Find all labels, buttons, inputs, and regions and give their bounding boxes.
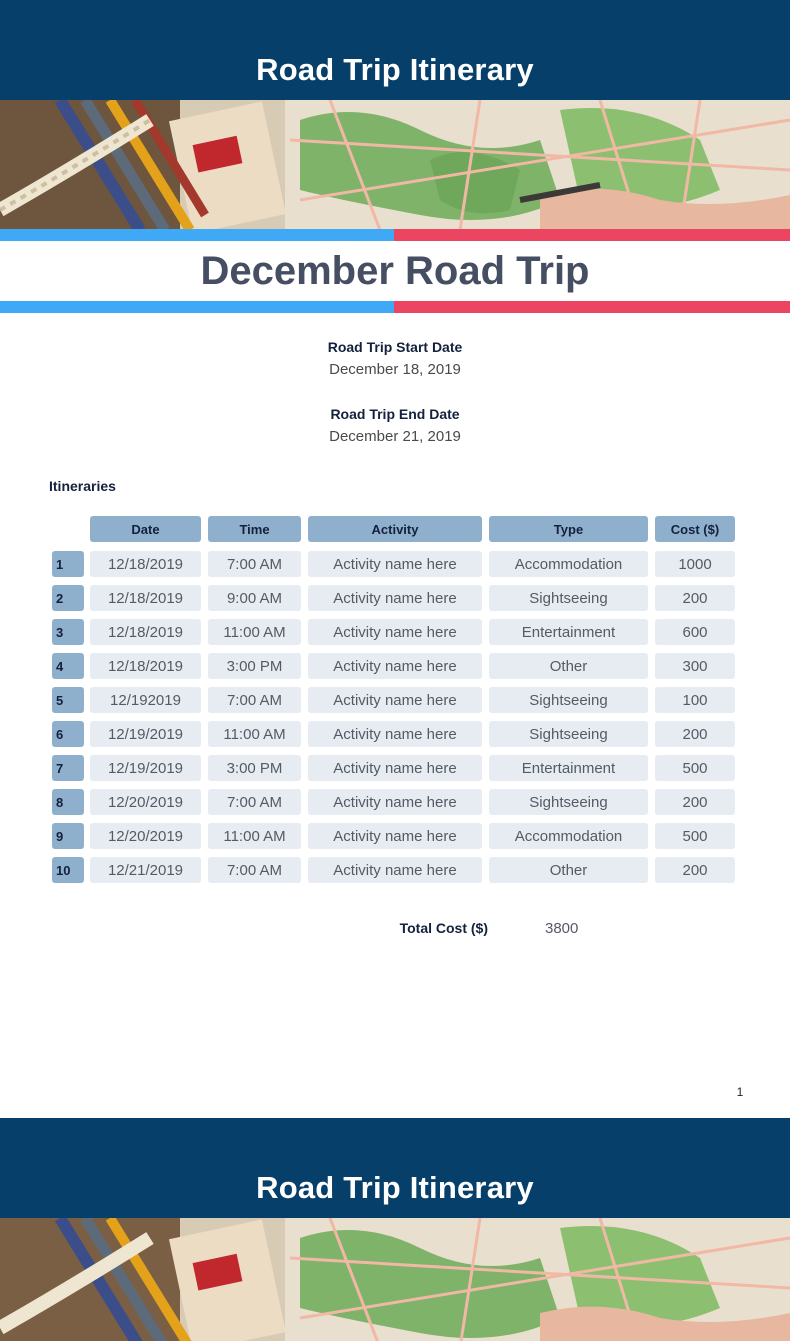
row-date: 12/20/2019 [90, 789, 201, 815]
itineraries-label: Itineraries [49, 478, 116, 494]
table-row [52, 653, 742, 679]
color-stripe-bottom [0, 301, 790, 313]
row-type: Sightseeing [489, 585, 648, 611]
column-header-time: Time [208, 516, 301, 542]
row-type: Sightseeing [489, 721, 648, 747]
row-number: 3 [52, 619, 84, 645]
table-row [52, 857, 742, 883]
row-activity: Activity name here [308, 857, 482, 883]
row-time: 7:00 AM [208, 857, 301, 883]
row-date: 12/18/2019 [90, 653, 201, 679]
end-date-value: December 21, 2019 [329, 428, 461, 445]
row-cost: 200 [655, 721, 735, 747]
row-date: 12/19/2019 [90, 721, 201, 747]
row-date: 12/19/2019 [90, 755, 201, 781]
row-type: Sightseeing [489, 789, 648, 815]
start-date-label: Road Trip Start Date [327, 339, 463, 355]
row-activity: Activity name here [308, 721, 482, 747]
table-row [52, 551, 742, 577]
trip-title: December Road Trip [200, 248, 590, 293]
start-date-block [0, 336, 790, 382]
header-title-next-page: Road Trip Itinerary [256, 1170, 534, 1205]
row-activity: Activity name here [308, 789, 482, 815]
row-activity: Activity name here [308, 619, 482, 645]
map-photo-next-page [0, 1218, 790, 1341]
column-header-date: Date [90, 516, 201, 542]
row-number: 7 [52, 755, 84, 781]
row-activity: Activity name here [308, 551, 482, 577]
row-cost: 200 [655, 789, 735, 815]
row-time: 11:00 AM [208, 619, 301, 645]
row-date: 12/18/2019 [90, 585, 201, 611]
table-header-row [52, 516, 742, 542]
row-number: 2 [52, 585, 84, 611]
row-number: 10 [52, 857, 84, 883]
row-number: 6 [52, 721, 84, 747]
page-number: 1 [736, 1085, 744, 1099]
table-row [52, 619, 742, 645]
column-header-type: Type [489, 516, 648, 542]
header-band-next-page [0, 1118, 790, 1218]
row-type: Other [489, 653, 648, 679]
row-type: Accommodation [489, 823, 648, 849]
row-time: 7:00 AM [208, 789, 301, 815]
total-cost-label: Total Cost ($) [399, 920, 488, 936]
end-date-block [0, 403, 790, 449]
row-type: Other [489, 857, 648, 883]
banner-image-map [0, 100, 790, 230]
row-number: 5 [52, 687, 84, 713]
map-photo [0, 100, 790, 230]
row-time: 3:00 PM [208, 755, 301, 781]
row-cost: 100 [655, 687, 735, 713]
end-date-label: Road Trip End Date [330, 406, 460, 422]
row-type: Entertainment [489, 755, 648, 781]
color-stripe-top [0, 229, 790, 241]
banner-image-map-next-page [0, 1218, 790, 1341]
start-date-value: December 18, 2019 [329, 361, 461, 378]
row-time: 9:00 AM [208, 585, 301, 611]
row-date: 12/18/2019 [90, 551, 201, 577]
row-type: Sightseeing [489, 687, 648, 713]
row-cost: 1000 [655, 551, 735, 577]
row-date: 12/20/2019 [90, 823, 201, 849]
column-header-activity: Activity [308, 516, 482, 542]
table-row [52, 687, 742, 713]
table-row [52, 823, 742, 849]
row-cost: 500 [655, 755, 735, 781]
row-date: 12/192019 [90, 687, 201, 713]
row-number: 9 [52, 823, 84, 849]
row-date: 12/21/2019 [90, 857, 201, 883]
row-cost: 200 [655, 857, 735, 883]
row-type: Accommodation [489, 551, 648, 577]
header-band [0, 0, 790, 100]
row-type: Entertainment [489, 619, 648, 645]
row-activity: Activity name here [308, 687, 482, 713]
table-row [52, 721, 742, 747]
row-cost: 500 [655, 823, 735, 849]
row-time: 11:00 AM [208, 721, 301, 747]
total-cost-value: 3800 [545, 920, 579, 937]
row-cost: 200 [655, 585, 735, 611]
row-date: 12/18/2019 [90, 619, 201, 645]
row-time: 7:00 AM [208, 687, 301, 713]
row-number: 1 [52, 551, 84, 577]
table-row [52, 789, 742, 815]
row-activity: Activity name here [308, 823, 482, 849]
row-cost: 600 [655, 619, 735, 645]
row-activity: Activity name here [308, 653, 482, 679]
row-activity: Activity name here [308, 755, 482, 781]
header-title: Road Trip Itinerary [256, 52, 534, 87]
table-row [52, 755, 742, 781]
table-row [52, 585, 742, 611]
row-number: 8 [52, 789, 84, 815]
row-time: 3:00 PM [208, 653, 301, 679]
row-number: 4 [52, 653, 84, 679]
row-activity: Activity name here [308, 585, 482, 611]
row-cost: 300 [655, 653, 735, 679]
row-time: 7:00 AM [208, 551, 301, 577]
row-time: 11:00 AM [208, 823, 301, 849]
column-header-cost: Cost ($) [655, 516, 735, 542]
